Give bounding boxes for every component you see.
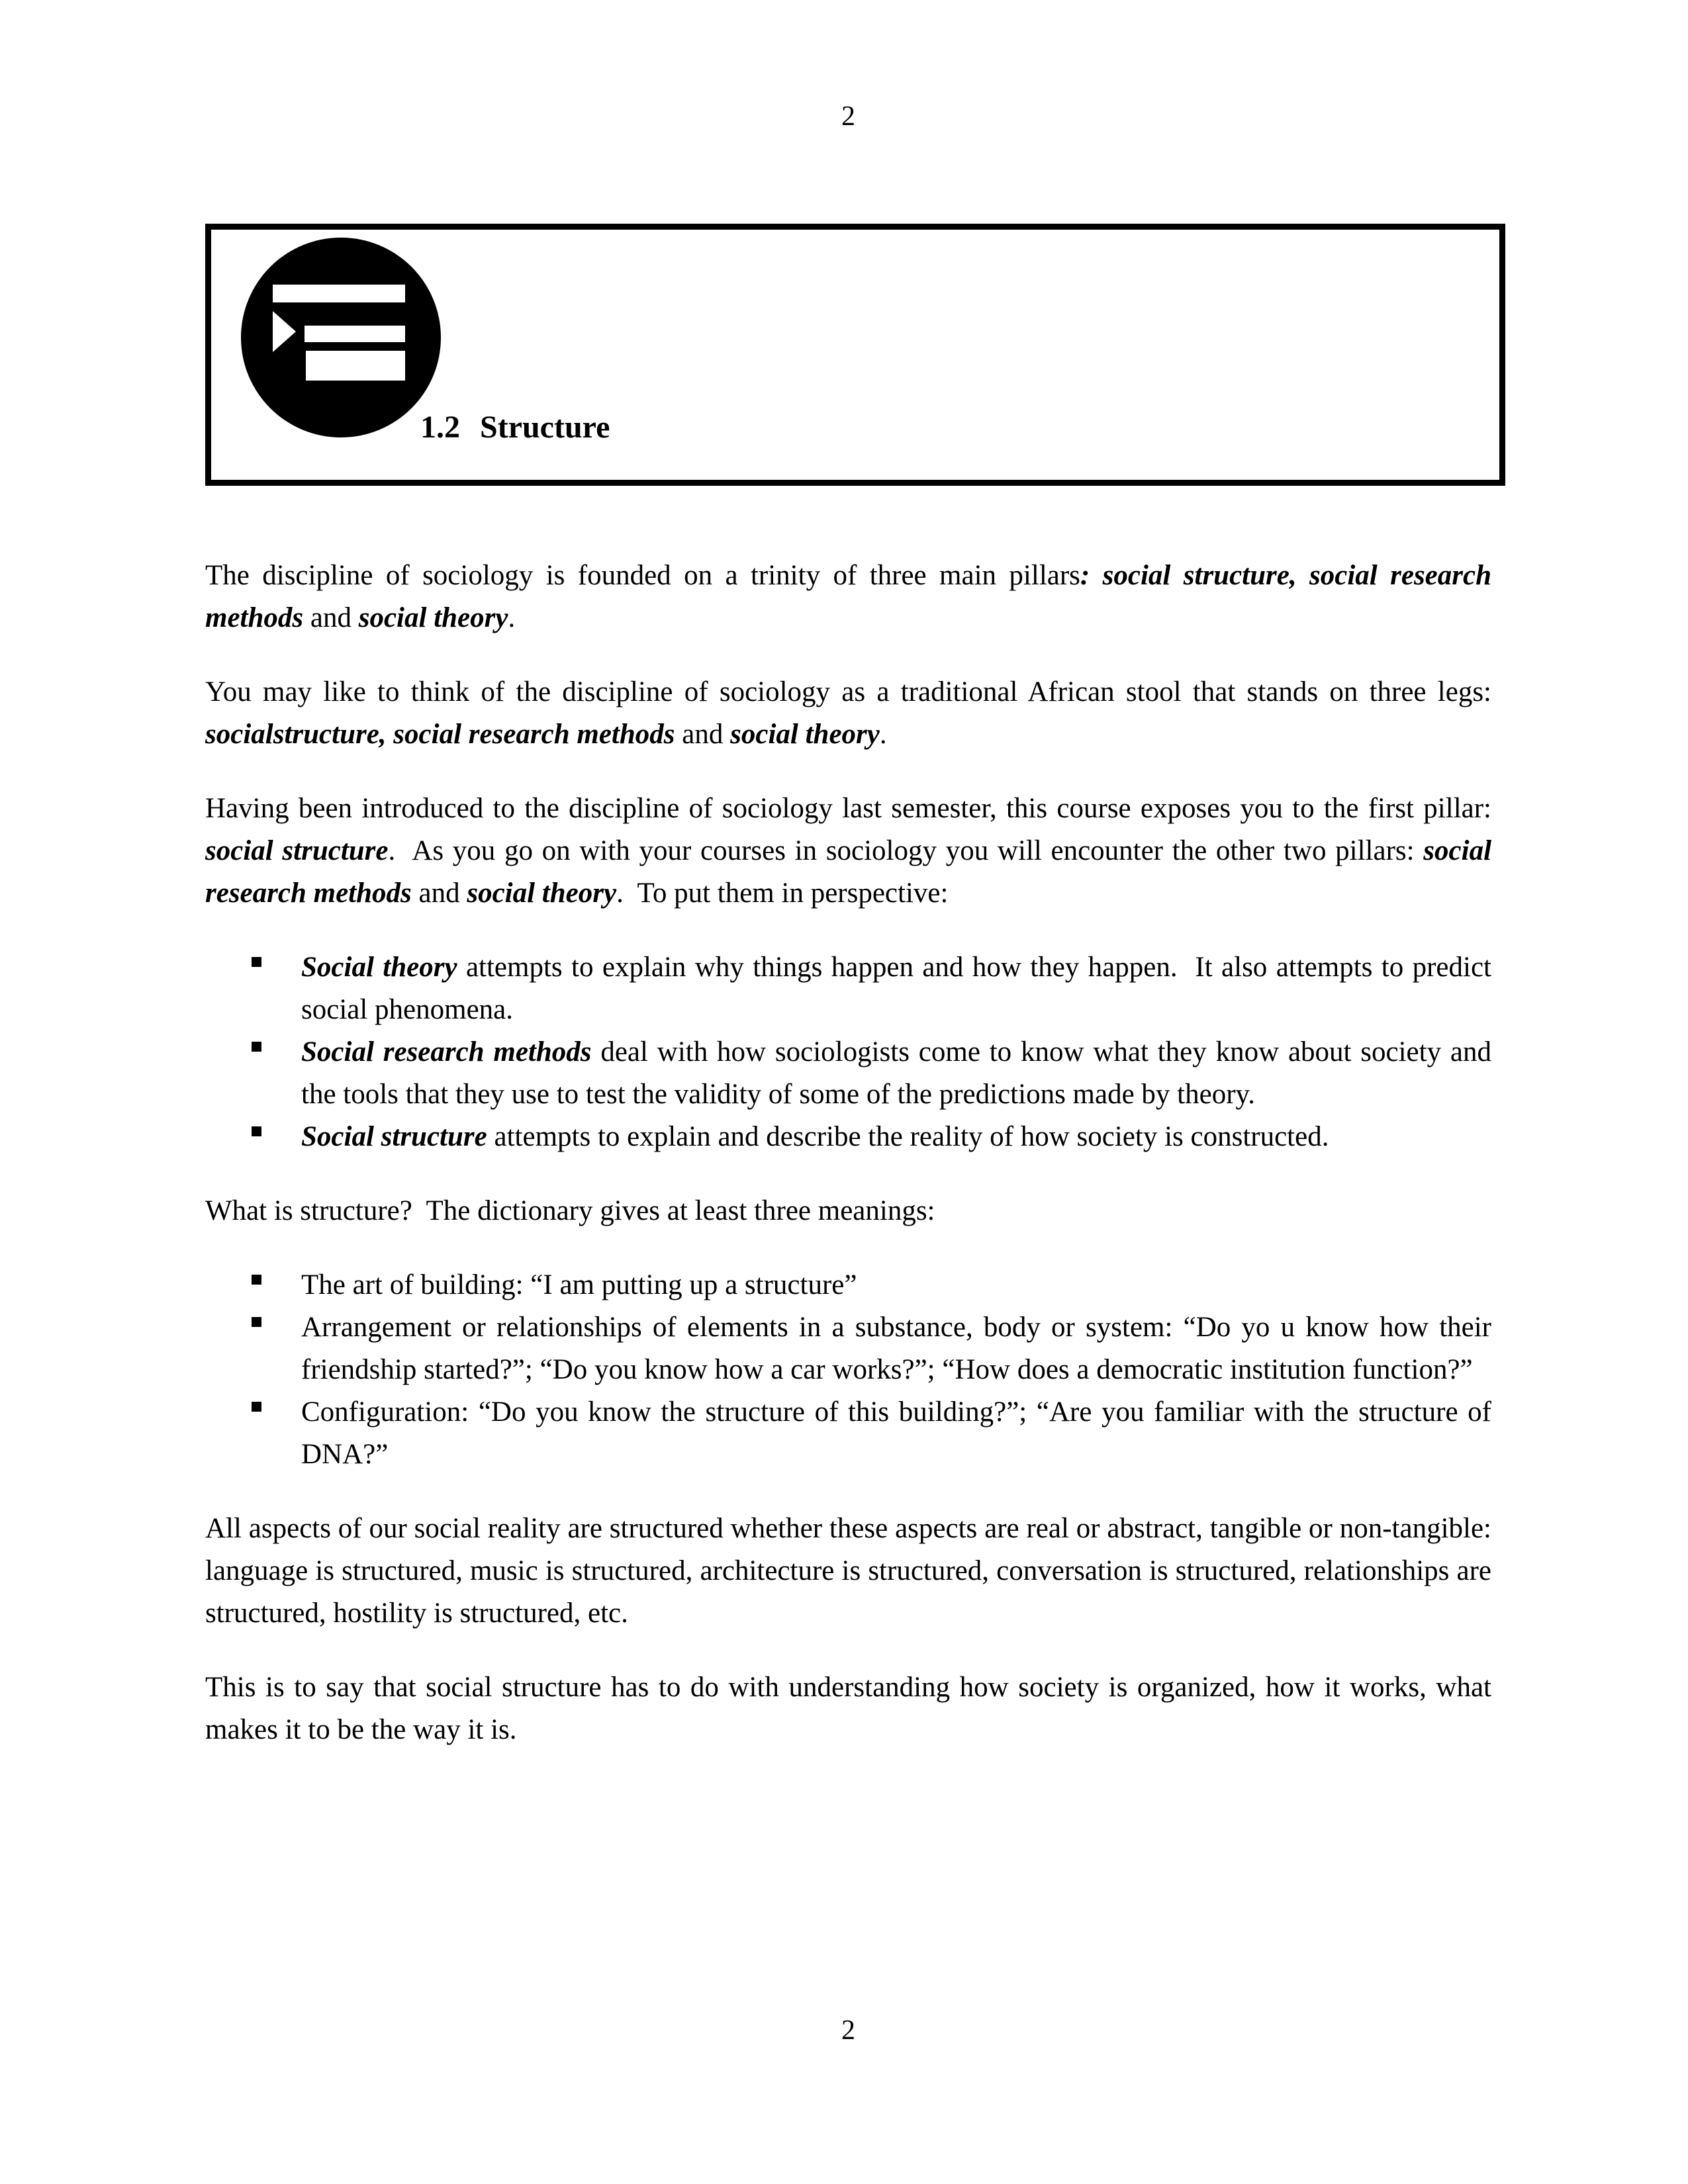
section-header-box: [205, 224, 1505, 486]
paragraph-stool: You may like to think of the discipline of sociology as a traditional African stool that stands on three legs: socialstructure, social research methods and social theory.: [205, 676, 1491, 750]
list-item: [205, 1264, 1491, 1306]
list-item: [205, 1391, 1491, 1476]
paragraph-first-pillar: Having been introduced to the discipline of sociology last semester, this course exposes you to the first pillar: social structure. As you go on with your courses in sociology you will encounter the other two pillars: social research methods and social theory. To put them in perspective:: [205, 793, 1492, 909]
section-title: Structure: [480, 410, 610, 445]
list-item-text: Social structure attempts to explain and describe the reality of how society is constructed.: [301, 1121, 1329, 1152]
section-number: 1.2: [420, 410, 460, 445]
meanings-list: [205, 1264, 1491, 1476]
circle-list-icon: [240, 237, 442, 438]
document-body: [205, 555, 1491, 1783]
list-item: [205, 1306, 1491, 1391]
list-item-text: Social research methods deal with how sociologists come to know what they know about society and the tools that they use to test the validity of some of the predictions made by theory.: [301, 1036, 1491, 1110]
paragraph-this-is-to-say: This is to say that social structure has to do with understanding how society is organized, how it works, what makes it to be the way it is.: [205, 1672, 1491, 1745]
list-item: [205, 1031, 1491, 1116]
section-heading: [420, 410, 610, 445]
bullet-square-icon: [252, 1317, 261, 1327]
bullet-square-icon: [252, 1042, 261, 1052]
paragraph-all-aspects: All aspects of our social reality are structured whether these aspects are real or abstract, tangible or non-tangible: language is structured, music is structured, architecture is structured, conversation is structured, relationships are structured, hostility is structured, etc.: [205, 1513, 1491, 1629]
list-item-text: The art of building: “I am putting up a structure”: [301, 1269, 857, 1300]
list-item-text: Arrangement or relationships of elements in a substance, body or system: “Do yo u know how their friendship started?”; “Do you know how a car works?”; “How does a democratic institution function?”: [301, 1312, 1491, 1385]
list-item-text: Configuration: “Do you know the structure of this building?”; “Are you familiar with the structure of DNA?”: [301, 1396, 1491, 1470]
list-item: [205, 946, 1491, 1031]
list-item-text: Social theory attempts to explain why things happen and how they happen. It also attempts to predict social phenomena.: [301, 952, 1491, 1025]
header-page-number: 2: [841, 101, 855, 132]
paragraph-what-is-structure: What is structure? The dictionary gives at least three meanings:: [205, 1195, 935, 1226]
bullet-square-icon: [252, 1275, 261, 1285]
paragraph-trinity: The discipline of sociology is founded on a trinity of three main pillars: social structure, social research methods and social theory.: [205, 560, 1491, 633]
bullet-square-icon: [252, 1126, 261, 1136]
pillars-list: [205, 946, 1491, 1158]
list-item: [205, 1116, 1491, 1158]
bullet-square-icon: [252, 1402, 261, 1412]
bullet-square-icon: [252, 957, 261, 967]
footer-page-number: 2: [841, 2015, 855, 2046]
